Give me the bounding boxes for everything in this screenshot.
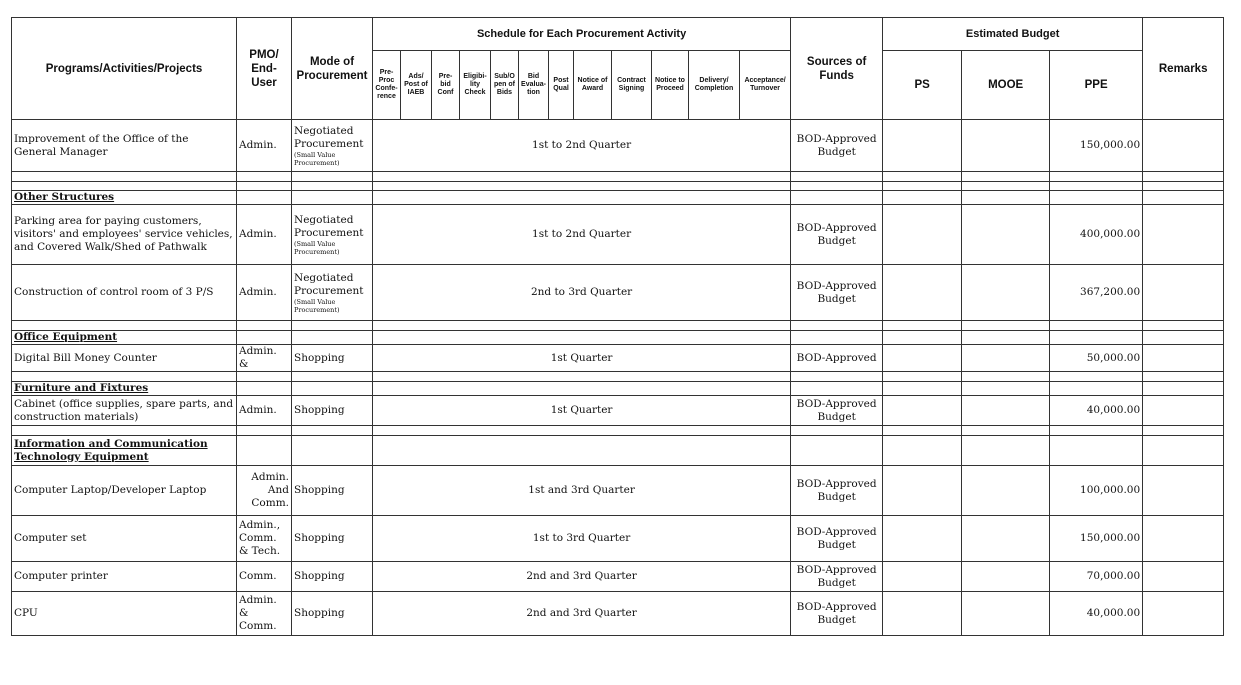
item-cell: Computer printer — [12, 562, 237, 592]
mode-note: (Small Value Procurement) — [294, 297, 340, 314]
mode-label: Negotiated Procurement — [294, 124, 364, 150]
ps-cell — [883, 120, 962, 172]
remarks-cell — [1143, 120, 1224, 172]
blank-row — [12, 426, 1224, 436]
item-cell: Computer Laptop/Developer Laptop — [12, 466, 237, 516]
pmo-header: PMO/ End-User — [237, 18, 292, 120]
mode-header: Mode of Procurement — [292, 18, 373, 120]
table-row — [12, 592, 1224, 636]
schedule-cell: 1st to 2nd Quarter — [373, 120, 791, 172]
ps-cell — [883, 396, 962, 426]
mode-cell: Shopping — [292, 562, 373, 592]
table-row — [12, 466, 1224, 516]
mode-note: (Small Value Procurement) — [294, 239, 340, 256]
remarks-cell — [1143, 396, 1224, 426]
source-cell: BOD-Approved Budget — [791, 562, 883, 592]
pmo-cell: Admin. & — [237, 345, 292, 372]
source-cell: BOD-Approved Budget — [791, 516, 883, 562]
mooe-cell — [962, 345, 1050, 372]
schedule-col-header: Acceptance/ Turnover — [740, 51, 791, 120]
mooe-cell — [962, 265, 1050, 321]
category-label: Furniture and Fixtures — [12, 382, 237, 396]
remarks-cell — [1143, 466, 1224, 516]
mooe-cell — [962, 120, 1050, 172]
remarks-cell — [1143, 592, 1224, 636]
pmo-cell: Comm. — [237, 562, 292, 592]
budget-header: Estimated Budget — [883, 18, 1143, 51]
category-row — [12, 331, 1224, 345]
pmo-cell: Admin. & Comm. — [237, 592, 292, 636]
table-row — [12, 396, 1224, 426]
item-cell: Improvement of the Office of the General Manager — [12, 120, 237, 172]
mode-cell: Shopping — [292, 592, 373, 636]
mode-cell: Shopping — [292, 466, 373, 516]
mooe-cell — [962, 516, 1050, 562]
schedule-cell: 2nd and 3rd Quarter — [373, 592, 791, 636]
ppe-header: PPE — [1050, 51, 1143, 120]
item-cell: CPU — [12, 592, 237, 636]
source-cell: BOD-Approved Budget — [791, 205, 883, 265]
sources-header: Sources of Funds — [791, 18, 883, 120]
schedule-col-header: Notice to Proceed — [652, 51, 689, 120]
remarks-cell — [1143, 516, 1224, 562]
procurement-plan-table — [11, 17, 1224, 636]
remarks-header: Remarks — [1143, 18, 1224, 120]
mode-label: Negotiated Procurement — [294, 271, 364, 297]
schedule-cell: 2nd and 3rd Quarter — [373, 562, 791, 592]
ppe-cell: 50,000.00 — [1050, 345, 1143, 372]
mode-cell — [292, 120, 373, 172]
table-row — [12, 120, 1224, 172]
ps-cell — [883, 562, 962, 592]
schedule-cell: 1st and 3rd Quarter — [373, 466, 791, 516]
schedule-col-header: Sub/O pen of Bids — [491, 51, 519, 120]
programs-header: Programs/Activities/Projects — [12, 18, 237, 120]
table-row — [12, 562, 1224, 592]
schedule-cell: 1st Quarter — [373, 396, 791, 426]
source-cell: BOD-Approved — [791, 345, 883, 372]
mooe-cell — [962, 466, 1050, 516]
item-cell: Construction of control room of 3 P/S — [12, 265, 237, 321]
table-row — [12, 345, 1224, 372]
table-row — [12, 265, 1224, 321]
schedule-col-header: Contract Signing — [612, 51, 652, 120]
schedule-col-header: Eligibi-lity Check — [460, 51, 491, 120]
category-row — [12, 436, 1224, 466]
category-label: Office Equipment — [12, 331, 237, 345]
item-cell: Cabinet (office supplies, spare parts, and construction materials) — [12, 396, 237, 426]
blank-row — [12, 172, 1224, 182]
schedule-col-header: Bid Evalua-tion — [519, 51, 549, 120]
schedule-cell: 1st to 3rd Quarter — [373, 516, 791, 562]
ps-cell — [883, 345, 962, 372]
blank-row — [12, 182, 1224, 191]
mode-cell: Shopping — [292, 345, 373, 372]
ppe-cell: 40,000.00 — [1050, 592, 1143, 636]
blank-row — [12, 372, 1224, 382]
mooe-cell — [962, 562, 1050, 592]
schedule-cell: 1st to 2nd Quarter — [373, 205, 791, 265]
remarks-cell — [1143, 562, 1224, 592]
mode-cell: Shopping — [292, 396, 373, 426]
source-cell: BOD-Approved Budget — [791, 265, 883, 321]
ps-cell — [883, 516, 962, 562]
ppe-cell: 100,000.00 — [1050, 466, 1143, 516]
ps-cell — [883, 592, 962, 636]
table-row — [12, 516, 1224, 562]
remarks-cell — [1143, 205, 1224, 265]
mooe-cell — [962, 205, 1050, 265]
header-row-1 — [12, 18, 1224, 51]
blank-row — [12, 321, 1224, 331]
category-row — [12, 382, 1224, 396]
item-cell: Computer set — [12, 516, 237, 562]
ppe-cell: 150,000.00 — [1050, 120, 1143, 172]
schedule-col-header: Pre-bid Conf — [432, 51, 460, 120]
remarks-cell — [1143, 345, 1224, 372]
ps-header: PS — [883, 51, 962, 120]
pmo-cell: Admin. — [237, 265, 292, 321]
ppe-cell: 70,000.00 — [1050, 562, 1143, 592]
pmo-cell: Admin. — [237, 396, 292, 426]
category-label: Information and Communication Technology Equipment — [12, 436, 237, 466]
mooe-cell — [962, 592, 1050, 636]
ppe-cell: 400,000.00 — [1050, 205, 1143, 265]
source-cell: BOD-Approved Budget — [791, 120, 883, 172]
mode-note: (Small Value Procurement) — [294, 150, 340, 167]
pmo-cell: Admin., Comm. & Tech. — [237, 516, 292, 562]
ppe-cell: 367,200.00 — [1050, 265, 1143, 321]
category-label: Other Structures — [12, 191, 237, 205]
mode-label: Negotiated Procurement — [294, 213, 364, 239]
ppe-cell: 150,000.00 — [1050, 516, 1143, 562]
schedule-col-header: Pre-Proc Confe-rence — [373, 51, 401, 120]
pmo-cell: Admin. — [237, 205, 292, 265]
category-row — [12, 191, 1224, 205]
schedule-col-header: Delivery/ Completion — [689, 51, 740, 120]
source-cell: BOD-Approved Budget — [791, 466, 883, 516]
source-cell: BOD-Approved Budget — [791, 396, 883, 426]
source-cell: BOD-Approved Budget — [791, 592, 883, 636]
ps-cell — [883, 205, 962, 265]
mooe-cell — [962, 396, 1050, 426]
table-row — [12, 205, 1224, 265]
remarks-cell — [1143, 265, 1224, 321]
schedule-col-header: Ads/ Post of IAEB — [401, 51, 432, 120]
mooe-header: MOOE — [962, 51, 1050, 120]
schedule-cell: 2nd to 3rd Quarter — [373, 265, 791, 321]
ppe-cell: 40,000.00 — [1050, 396, 1143, 426]
schedule-col-header: Post Qual — [549, 51, 574, 120]
ps-cell — [883, 466, 962, 516]
pmo-cell: Admin. And Comm. — [237, 466, 292, 516]
schedule-col-header: Notice of Award — [574, 51, 612, 120]
mode-cell: Shopping — [292, 516, 373, 562]
item-cell: Digital Bill Money Counter — [12, 345, 237, 372]
ps-cell — [883, 265, 962, 321]
schedule-cell: 1st Quarter — [373, 345, 791, 372]
mode-cell — [292, 265, 373, 321]
mode-cell — [292, 205, 373, 265]
item-cell: Parking area for paying customers, visitors' and employees' service vehicles, and Covered Walk/Shed of Pathwalk — [12, 205, 237, 265]
pmo-cell: Admin. — [237, 120, 292, 172]
schedule-header: Schedule for Each Procurement Activity — [373, 18, 791, 51]
